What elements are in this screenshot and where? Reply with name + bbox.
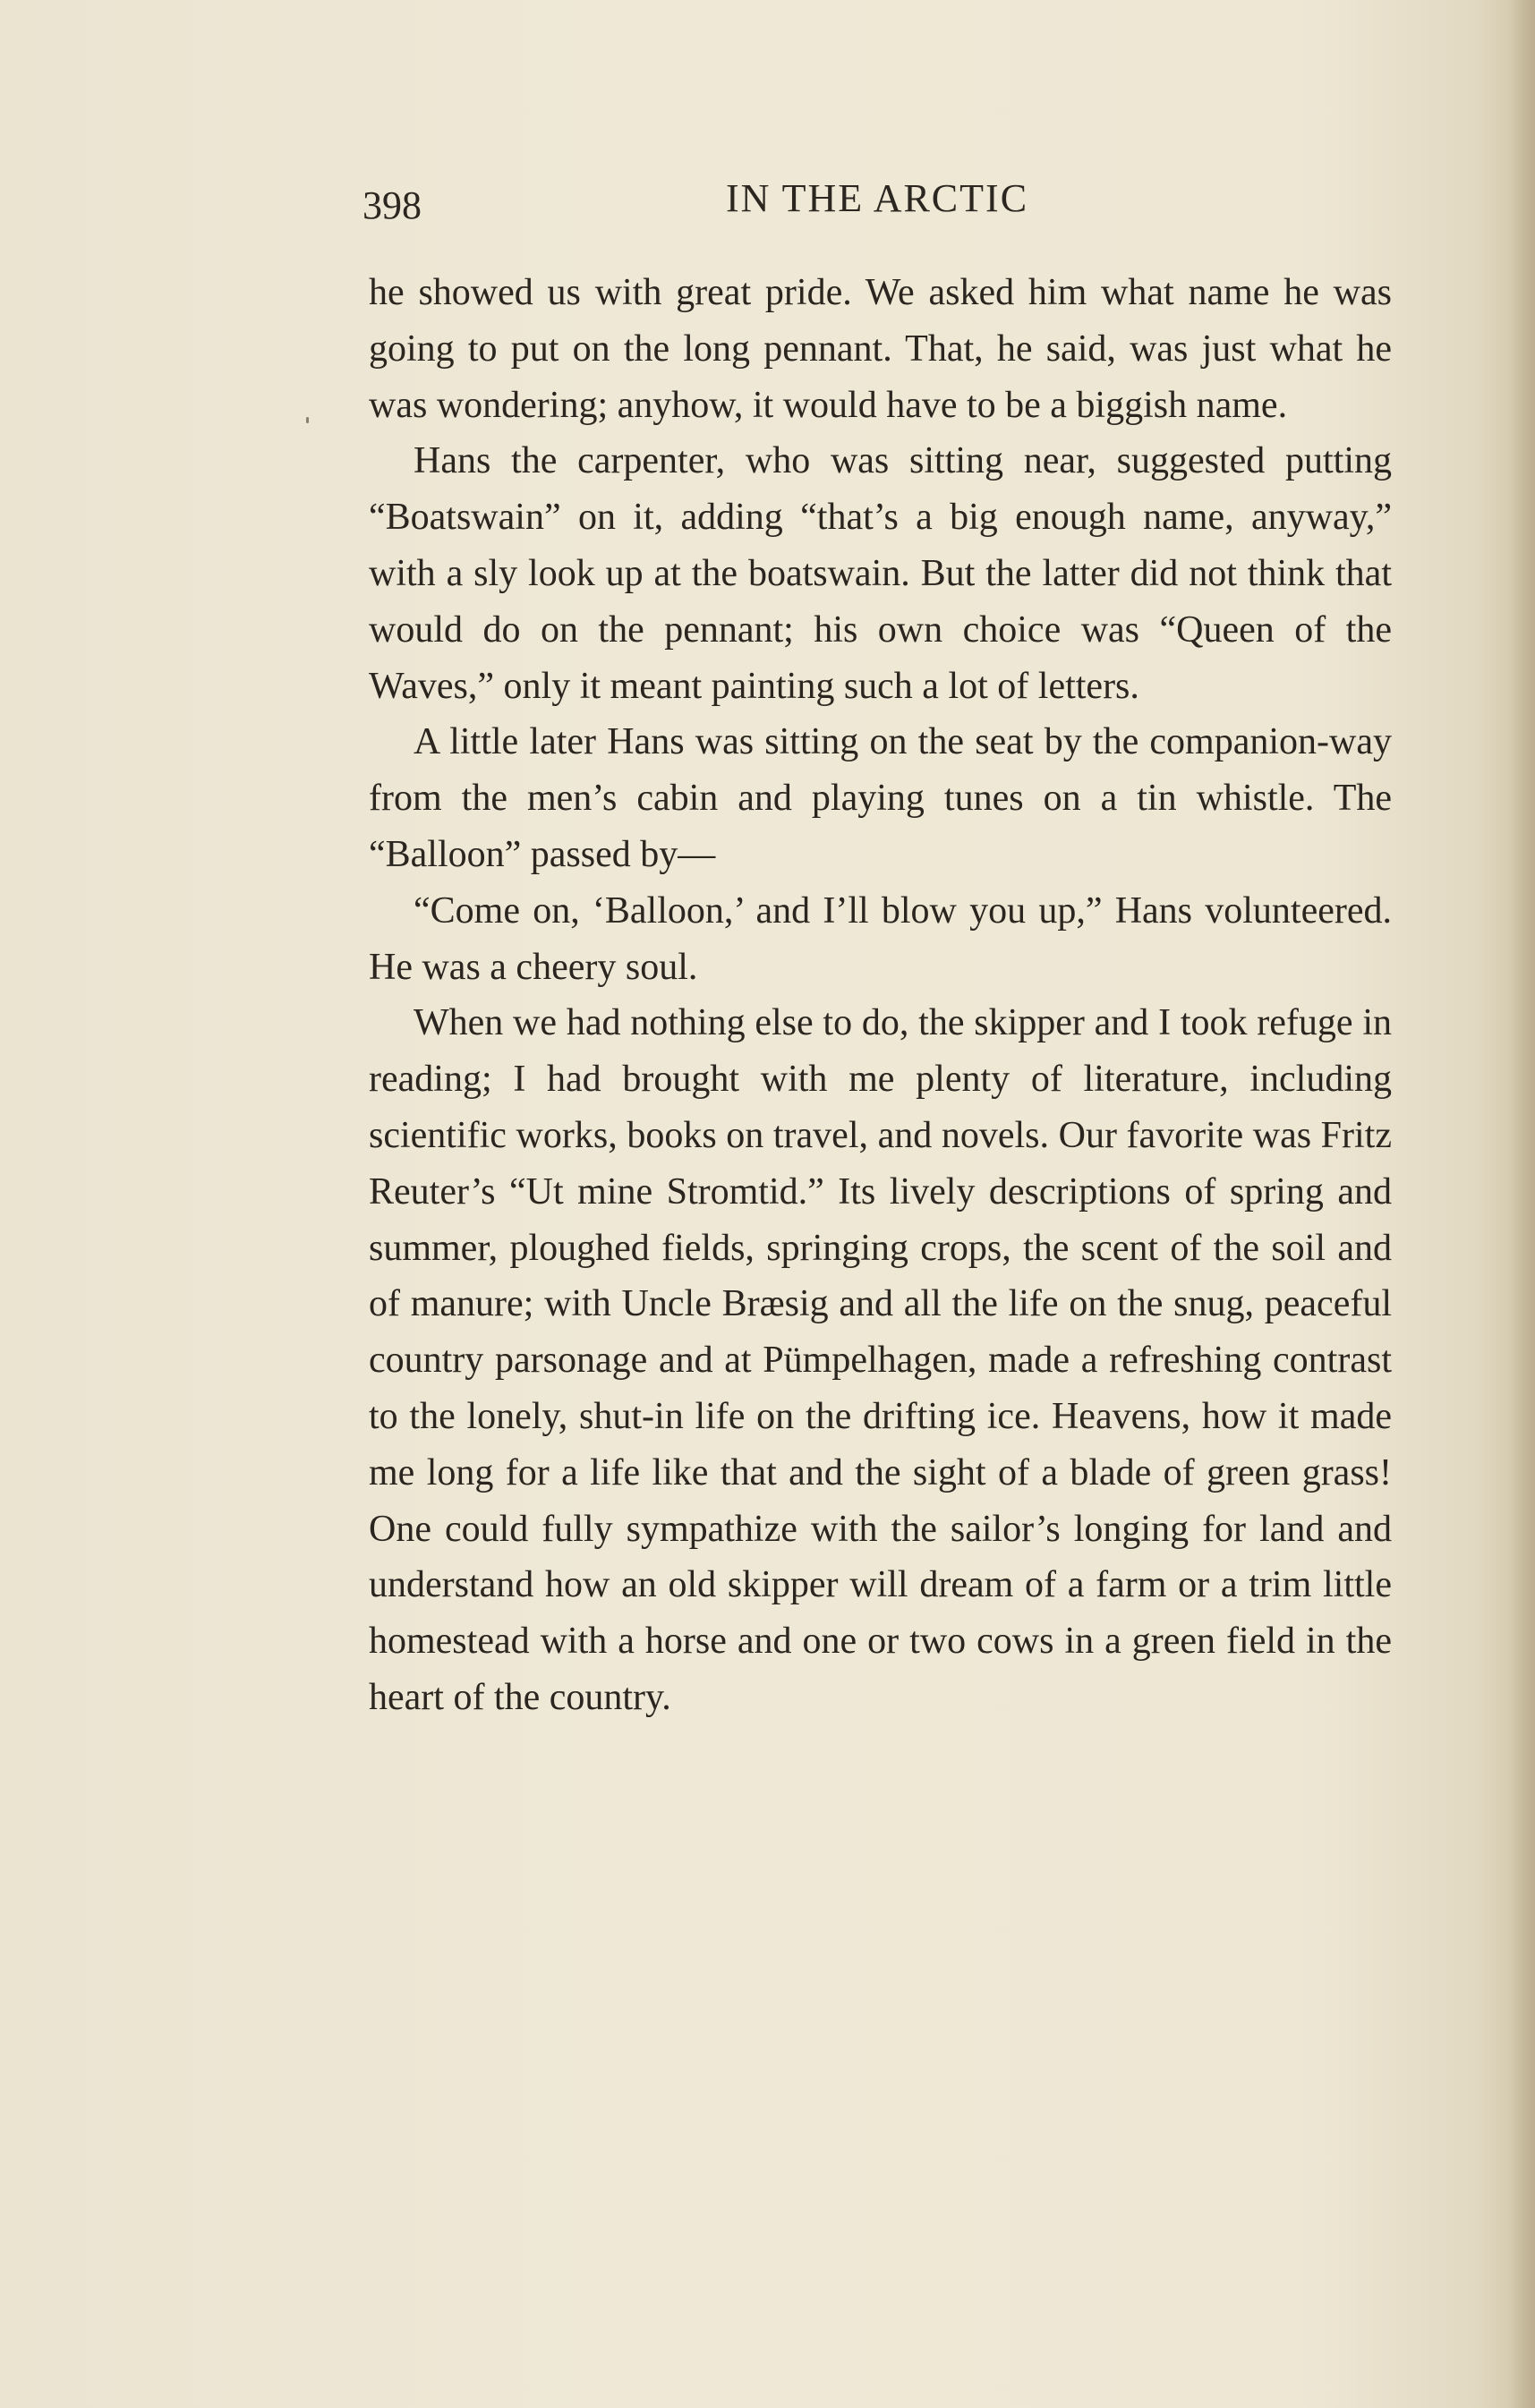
page-number: 398 (362, 183, 422, 227)
body-text (369, 265, 1392, 1726)
paragraph: A little later Hans was sitting on the seat by the companion-way from the men’s cabin and playing tunes on a tin whistle. The “Balloon” passed by— (369, 721, 1392, 875)
paragraph: “Come on, ‘Balloon,’ and I’ll blow you up,” Hans volunteered. He was a cheery soul. (369, 889, 1392, 988)
paragraph: Hans the carpenter, who was sitting near, suggested putting “Boatswain” on it, adding “that’s a big enough name, anyway,” with a sly look up at the boatswain. But the latter did not think that would do on the pennant; his own choice was “Queen of the Waves,” only it meant painting such a lot of letters. (369, 440, 1392, 707)
stray-ink-mark (306, 417, 309, 423)
paragraph-continuation: he showed us with great pride. We asked him what name he was going to put on the long pennant. That, he said, was just what he was wondering; anyhow, it would have to be a biggish name. (369, 272, 1392, 426)
running-title: IN THE ARCTIC (725, 176, 1029, 220)
running-head (362, 175, 1392, 238)
page-edge-shadow (1508, 0, 1535, 2408)
paragraph: When we had nothing else to do, the skipper and I took refuge in reading; I had brought with me plenty of literature, including scientific works, books on travel, and novels. Our favorite was Fritz Reuter’s “Ut mine Stromtid.” Its lively descriptions of spring and summer, ploughed fields, springing crops, the scent of the soil and of manure; with Uncle Bræsig and all the life on the snug, peaceful country parsonage and at Pümpelhagen, made a refreshing contrast to the lonely, shut-in life on the drifting ice. Heavens, how it made me long for a life like that and the sight of a blade of green grass! One could fully sympathize with the sailor’s longing for land and understand how an old skipper will dream of a farm or a trim little homestead with a horse and one or two cows in a green field in the heart of the country. (369, 1002, 1392, 1718)
